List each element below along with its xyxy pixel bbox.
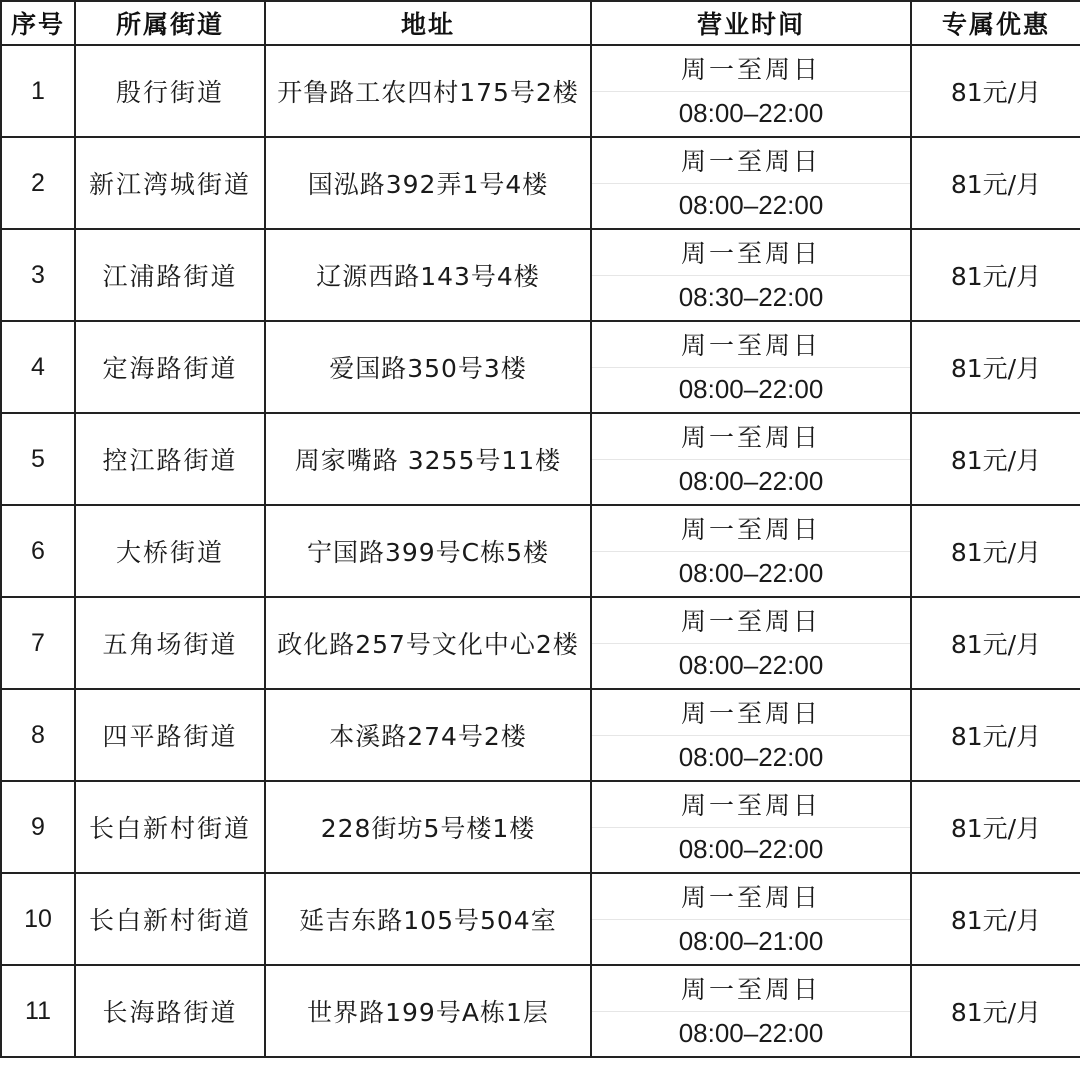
row-hours-time: 08:30–22:00: [678, 282, 824, 313]
table-row: [1, 689, 1080, 781]
row-hours-time: 08:00–22:00: [678, 190, 824, 221]
table-row: [1, 413, 1080, 505]
row-address: 政化路257号文化中心2楼: [265, 597, 591, 689]
row-hours-time: 08:00–22:00: [678, 98, 824, 129]
row-hours-time: 08:00–22:00: [678, 1018, 824, 1049]
header-hours: 营业时间: [591, 1, 911, 45]
row-hours-days: 周一至周日: [592, 782, 910, 828]
row-hours-days: 周一至周日: [592, 46, 910, 92]
row-street: 江浦路街道: [75, 229, 265, 321]
row-price: 81元/月: [911, 965, 1080, 1057]
row-hours-time: 08:00–22:00: [678, 374, 824, 405]
row-street: 长海路街道: [75, 965, 265, 1057]
table-row: [1, 137, 1080, 229]
row-hours-days: 周一至周日: [592, 506, 910, 552]
table-row: [1, 781, 1080, 873]
row-hours: [591, 965, 911, 1057]
header-street: 所属街道: [75, 1, 265, 45]
row-street: 殷行街道: [75, 45, 265, 137]
table-row: [1, 965, 1080, 1057]
row-address: 辽源西路143号4楼: [265, 229, 591, 321]
row-index: 5: [1, 413, 75, 505]
row-price: 81元/月: [911, 689, 1080, 781]
row-hours: [591, 873, 911, 965]
row-price: 81元/月: [911, 229, 1080, 321]
row-hours-days: 周一至周日: [592, 966, 910, 1012]
row-index: 7: [1, 597, 75, 689]
header-row: [1, 1, 1080, 45]
row-street: 定海路街道: [75, 321, 265, 413]
row-address: 爱国路350号3楼: [265, 321, 591, 413]
row-hours: [591, 781, 911, 873]
row-index: 8: [1, 689, 75, 781]
row-hours-days: 周一至周日: [592, 230, 910, 276]
row-street: 大桥街道: [75, 505, 265, 597]
row-address: 228街坊5号楼1楼: [265, 781, 591, 873]
row-price: 81元/月: [911, 597, 1080, 689]
row-hours-time: 08:00–21:00: [678, 926, 824, 957]
table-body: [1, 45, 1080, 1057]
row-street: 控江路街道: [75, 413, 265, 505]
row-hours-days: 周一至周日: [592, 598, 910, 644]
row-hours: [591, 413, 911, 505]
row-hours: [591, 689, 911, 781]
table-row: [1, 229, 1080, 321]
row-index: 4: [1, 321, 75, 413]
row-hours-time: 08:00–22:00: [678, 650, 824, 681]
row-street: 五角场街道: [75, 597, 265, 689]
row-index: 10: [1, 873, 75, 965]
row-street: 四平路街道: [75, 689, 265, 781]
row-address: 开鲁路工农四村175号2楼: [265, 45, 591, 137]
row-price: 81元/月: [911, 45, 1080, 137]
header-index: 序号: [1, 1, 75, 45]
row-price: 81元/月: [911, 413, 1080, 505]
row-address: 延吉东路105号504室: [265, 873, 591, 965]
row-address: 世界路199号A栋1层: [265, 965, 591, 1057]
header-price: 专属优惠: [911, 1, 1080, 45]
row-index: 9: [1, 781, 75, 873]
row-hours: [591, 505, 911, 597]
row-hours-time: 08:00–22:00: [678, 834, 824, 865]
row-hours-time: 08:00–22:00: [678, 742, 824, 773]
row-hours: [591, 45, 911, 137]
row-price: 81元/月: [911, 505, 1080, 597]
row-hours-days: 周一至周日: [592, 138, 910, 184]
row-index: 11: [1, 965, 75, 1057]
table-row: [1, 321, 1080, 413]
table-row: [1, 873, 1080, 965]
row-hours-days: 周一至周日: [592, 874, 910, 920]
row-price: 81元/月: [911, 781, 1080, 873]
row-hours: [591, 597, 911, 689]
row-hours: [591, 137, 911, 229]
row-address: 周家嘴路 3255号11楼: [265, 413, 591, 505]
row-address: 本溪路274号2楼: [265, 689, 591, 781]
row-hours-time: 08:00–22:00: [678, 466, 824, 497]
row-street: 长白新村街道: [75, 781, 265, 873]
row-index: 6: [1, 505, 75, 597]
row-street: 新江湾城街道: [75, 137, 265, 229]
row-hours-days: 周一至周日: [592, 690, 910, 736]
table-row: [1, 45, 1080, 137]
row-address: 宁国路399号C栋5楼: [265, 505, 591, 597]
row-price: 81元/月: [911, 873, 1080, 965]
row-index: 3: [1, 229, 75, 321]
row-index: 1: [1, 45, 75, 137]
row-price: 81元/月: [911, 137, 1080, 229]
row-index: 2: [1, 137, 75, 229]
row-hours: [591, 321, 911, 413]
row-hours-time: 08:00–22:00: [678, 558, 824, 589]
table-row: [1, 505, 1080, 597]
header-address: 地址: [265, 1, 591, 45]
table-row: [1, 597, 1080, 689]
row-hours-days: 周一至周日: [592, 414, 910, 460]
row-price: 81元/月: [911, 321, 1080, 413]
row-hours-days: 周一至周日: [592, 322, 910, 368]
row-hours: [591, 229, 911, 321]
row-street: 长白新村街道: [75, 873, 265, 965]
row-address: 国泓路392弄1号4楼: [265, 137, 591, 229]
